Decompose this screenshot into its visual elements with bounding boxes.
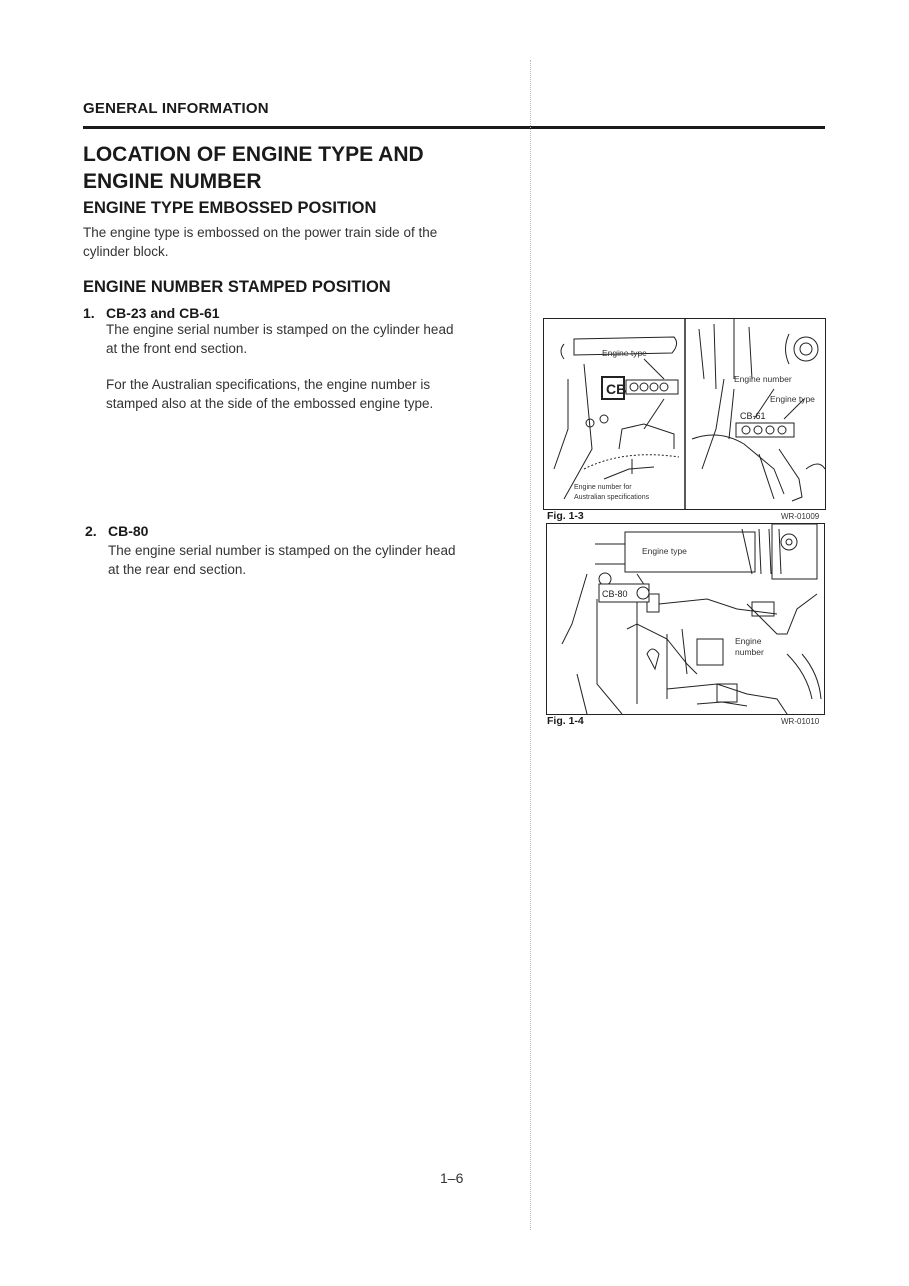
item-1-note-line1: For the Australian specifications, the engine number is xyxy=(106,377,431,392)
column-divider xyxy=(530,60,531,1230)
figure-1-3-model-code: CB-61 xyxy=(740,411,766,421)
figure-1-3-engine-type-right: Engine type xyxy=(770,394,815,404)
figure-1-3-label: Fig. 1-3 xyxy=(547,510,584,522)
item-2-text-line2: at the rear end section. xyxy=(108,562,247,577)
item-1-note xyxy=(106,375,433,413)
figure-1-4-engine-type: Engine type xyxy=(642,546,687,556)
item-1-number: 1. xyxy=(83,305,95,321)
figure-1-3-illustration xyxy=(543,318,826,510)
figure-1-4-engine-number-line2: number xyxy=(735,647,764,657)
section-header-title: GENERAL INFORMATION xyxy=(83,100,269,117)
item-2-title: CB-80 xyxy=(108,523,149,539)
page-title-line1: LOCATION OF ENGINE TYPE AND xyxy=(83,143,424,166)
figure-1-4-illustration xyxy=(546,523,825,715)
figure-1-4-engine-number-line1: Engine xyxy=(735,636,762,646)
figure-1-4-model-code: CB-80 xyxy=(602,589,628,599)
embossed-heading: ENGINE TYPE EMBOSSED POSITION xyxy=(83,199,377,217)
figure-1-3-engine-number-right: Engine number xyxy=(734,374,792,384)
item-2-text xyxy=(108,541,455,579)
item-2-text-line1: The engine serial number is stamped on the cylinder head xyxy=(108,543,456,558)
item-1-note-line2: stamped also at the side of the embossed engine type. xyxy=(106,396,434,411)
page-title-line2: ENGINE NUMBER xyxy=(83,170,262,193)
page-number: 1–6 xyxy=(440,1170,464,1186)
page-title xyxy=(83,141,424,195)
figure-1-3-drawing xyxy=(544,319,825,509)
embossed-text xyxy=(83,223,437,261)
figure-1-3-emboss-code: CB xyxy=(606,381,627,397)
figure-1-4-code: WR-01010 xyxy=(781,717,820,726)
figure-1-3-engine-type-left: Engine type xyxy=(602,348,647,358)
item-1-text-line2: at the front end section. xyxy=(106,341,248,356)
figure-1-3-australian-line2: Australian specifications xyxy=(574,494,650,501)
item-1-text xyxy=(106,320,453,358)
item-2-number: 2. xyxy=(85,523,97,539)
figure-1-3-code: WR-01009 xyxy=(781,512,820,521)
figure-1-4-label: Fig. 1-4 xyxy=(547,715,584,727)
stamped-heading: ENGINE NUMBER STAMPED POSITION xyxy=(83,278,391,296)
header-divider xyxy=(83,126,825,129)
item-1-text-line1: The engine serial number is stamped on the cylinder head xyxy=(106,322,454,337)
embossed-text-line2: cylinder block. xyxy=(83,244,169,259)
figure-1-3-australian-line1: Engine number for xyxy=(574,484,632,491)
embossed-text-line1: The engine type is embossed on the power train side of the xyxy=(83,225,438,240)
item-1-title: CB-23 and CB-61 xyxy=(106,305,220,321)
figure-1-4-drawing xyxy=(547,524,824,714)
